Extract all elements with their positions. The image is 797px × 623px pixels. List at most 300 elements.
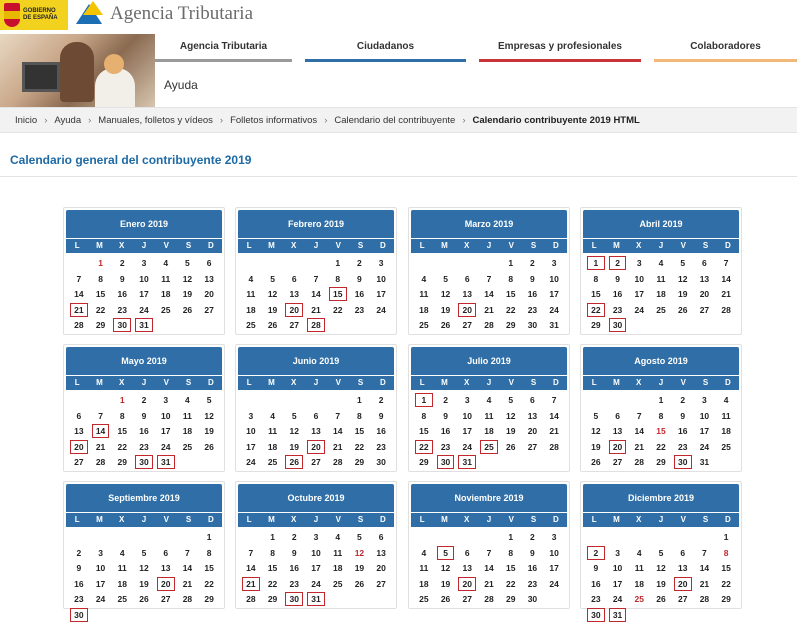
weekday-label: M — [441, 515, 448, 524]
weekday-label: L — [419, 515, 425, 524]
calendar-day: 23 — [440, 441, 451, 452]
deadline-day[interactable]: 30 — [587, 608, 605, 622]
calendar-day: 3 — [636, 258, 642, 268]
nav-agencia-tributaria[interactable]: Agencia Tributaria — [155, 34, 292, 62]
calendar-day: 27 — [462, 320, 473, 331]
calendar-day: 1 — [508, 258, 514, 268]
calendar-day: 20 — [527, 426, 538, 437]
calendar-day: 29 — [721, 594, 731, 605]
calendar-day: 13 — [74, 426, 84, 437]
calendar-day: 4 — [270, 410, 275, 421]
month-title: Febrero 2019 — [238, 210, 394, 238]
calendar-day: 25 — [246, 320, 256, 331]
calendar-day: 9 — [530, 547, 535, 558]
calendar-day: 14 — [311, 289, 321, 300]
weekday-header — [238, 376, 394, 390]
calendar-day: 4 — [163, 258, 169, 268]
calendar-day: 25 — [721, 441, 731, 452]
gobierno-logo[interactable] — [0, 0, 68, 30]
deadline-day[interactable]: 1 — [415, 393, 433, 407]
deadline-day[interactable]: 21 — [70, 303, 88, 317]
weekday-label: V — [335, 378, 341, 387]
calendar-day: 1 — [508, 532, 514, 542]
weekday-label: J — [658, 378, 664, 387]
deadline-day[interactable]: 28 — [307, 318, 325, 332]
agencia-tributaria-logo[interactable] — [74, 0, 253, 28]
weekday-label: S — [530, 515, 537, 524]
month-calendar — [235, 207, 397, 335]
deadline-day[interactable]: 2 — [587, 546, 605, 560]
weekday-label: X — [464, 378, 470, 387]
month-calendar — [408, 481, 570, 609]
deadline-day[interactable]: 31 — [458, 455, 476, 469]
holiday-day: 25 — [634, 594, 645, 605]
deadline-day[interactable]: 15 — [329, 287, 347, 301]
calendar-day: 28 — [246, 594, 256, 605]
calendar-day: 10 — [95, 563, 106, 574]
calendar-day: 12 — [182, 273, 193, 284]
deadline-day[interactable]: 20 — [157, 577, 175, 591]
breadcrumb-manuales[interactable]: Manuales, folletos y vídeos — [98, 114, 213, 126]
deadline-day[interactable]: 30 — [437, 455, 455, 469]
calendar-day: 6 — [530, 395, 535, 405]
calendar-day: 6 — [615, 410, 620, 421]
nav-colaboradores[interactable]: Colaboradores — [654, 34, 797, 62]
days-grid — [68, 255, 220, 333]
calendar-day: 28 — [721, 304, 731, 315]
calendar-day: 24 — [549, 578, 559, 589]
empty-cell — [285, 393, 303, 407]
breadcrumb-separator: › — [219, 114, 224, 126]
calendar-day: 1 — [658, 395, 664, 405]
calendar-day: 27 — [612, 457, 623, 468]
deadline-day[interactable]: 30 — [609, 318, 627, 332]
calendar-day: 25 — [267, 457, 278, 468]
days-grid — [68, 529, 220, 623]
calendar-day: 13 — [527, 410, 538, 421]
calendar-day: 16 — [117, 289, 128, 300]
calendar-day: 15 — [267, 563, 278, 574]
calendar-day: 10 — [139, 273, 149, 284]
weekday-label: M — [613, 515, 620, 524]
calendar-day: 28 — [74, 320, 84, 331]
calendar-day: 5 — [206, 395, 212, 405]
calendar-day: 16 — [440, 426, 451, 437]
deadline-day[interactable]: 26 — [285, 455, 303, 469]
calendar-day: 23 — [117, 304, 128, 315]
calendar-day: 6 — [464, 547, 470, 558]
deadline-day[interactable]: 31 — [307, 592, 325, 606]
calendar-day: 2 — [357, 258, 362, 268]
month-title: Junio 2019 — [238, 347, 394, 375]
holiday-day: 15 — [656, 426, 666, 437]
days-grid — [240, 529, 392, 607]
days-grid — [585, 392, 737, 470]
calendar-day: 21 — [484, 304, 494, 315]
month-calendar — [580, 481, 742, 620]
calendar-day: 4 — [335, 532, 341, 542]
calendar-day: 4 — [723, 395, 729, 405]
calendar-day: 8 — [357, 410, 362, 421]
empty-cell — [135, 530, 153, 544]
calendar-day: 3 — [313, 532, 319, 542]
calendar-day: 11 — [634, 563, 644, 574]
empty-cell — [307, 256, 325, 270]
calendar-day: 15 — [505, 289, 516, 300]
calendar-day: 8 — [508, 547, 514, 558]
weekday-label: X — [119, 378, 125, 387]
weekday-label: S — [357, 378, 364, 387]
weekday-label: S — [185, 241, 192, 250]
days-grid — [413, 529, 565, 607]
calendar-day: 17 — [634, 289, 645, 300]
nav-underline — [305, 59, 466, 62]
calendar-day: 22 — [204, 578, 214, 589]
calendar-day: 28 — [549, 441, 559, 452]
deadline-day[interactable]: 20 — [285, 303, 303, 317]
breadcrumb-inicio[interactable]: Inicio — [15, 114, 38, 126]
calendar-day: 18 — [634, 578, 645, 589]
calendar-day: 10 — [462, 410, 473, 421]
calendar-day: 11 — [268, 426, 278, 437]
empty-cell — [92, 530, 110, 544]
deadline-day[interactable]: 30 — [285, 592, 303, 606]
deadline-day[interactable]: 20 — [70, 440, 88, 454]
calendar-day: 15 — [204, 563, 214, 574]
calendar-day: 24 — [311, 578, 321, 589]
calendar-day: 13 — [462, 289, 473, 300]
calendar-day: 3 — [248, 410, 254, 421]
calendar-day: 5 — [443, 273, 448, 284]
calendar-day: 26 — [440, 594, 451, 605]
calendar-day: 2 — [443, 395, 448, 405]
weekday-label: J — [141, 241, 147, 250]
calendar-day: 18 — [419, 304, 429, 315]
empty-cell — [437, 530, 455, 544]
deadline-day[interactable]: 22 — [415, 440, 433, 454]
calendar-day: 24 — [549, 304, 559, 315]
weekday-header — [583, 376, 739, 390]
nav-underline — [654, 59, 797, 62]
deadline-day[interactable]: 21 — [242, 577, 260, 591]
calendar-day: 11 — [656, 273, 666, 284]
empty-cell — [415, 256, 433, 270]
weekday-label: V — [163, 378, 169, 387]
top-header — [0, 0, 797, 34]
breadcrumb-calendario[interactable]: Calendario del contribuyente — [334, 114, 456, 126]
calendar-day: 28 — [332, 457, 343, 468]
calendar-day: 11 — [182, 410, 192, 421]
calendar-day: 11 — [484, 410, 494, 421]
calendar-day: 7 — [98, 410, 103, 421]
calendar-day: 19 — [354, 563, 365, 574]
calendar-day: 6 — [206, 258, 212, 268]
calendar-day: 5 — [357, 532, 362, 542]
calendar-day: 19 — [289, 441, 300, 452]
calendar-day: 16 — [591, 578, 601, 589]
calendar-day: 17 — [549, 563, 559, 574]
calendar-day: 2 — [141, 395, 147, 405]
deadline-day[interactable]: 5 — [437, 546, 455, 560]
calendar-day: 2 — [530, 258, 535, 268]
calendar-day: 26 — [677, 304, 688, 315]
calendar-day: 3 — [163, 395, 169, 405]
calendar-day: 15 — [721, 563, 731, 574]
deadline-day[interactable]: 25 — [480, 440, 498, 454]
empty-cell — [674, 530, 692, 544]
calendar-day: 14 — [182, 563, 193, 574]
empty-cell — [264, 256, 282, 270]
weekday-label: J — [141, 515, 147, 524]
calendar-day: 14 — [74, 289, 84, 300]
calendar-day: 7 — [636, 410, 642, 421]
weekday-label: V — [508, 241, 514, 250]
nav-band — [155, 62, 797, 110]
calendar-day: 26 — [182, 304, 193, 315]
calendar-day: 17 — [699, 426, 710, 437]
calendar-day: 26 — [591, 457, 601, 468]
calendar-day: 9 — [593, 563, 599, 574]
calendar-day: 15 — [95, 289, 106, 300]
month-calendar — [580, 207, 742, 335]
calendar-day: 19 — [677, 289, 688, 300]
deadline-day[interactable]: 20 — [458, 303, 476, 317]
weekday-header — [411, 513, 567, 527]
weekday-label: X — [464, 241, 470, 250]
calendar-day: 25 — [419, 594, 429, 605]
calendar-day: 28 — [699, 594, 710, 605]
calendar-day: 10 — [311, 547, 321, 558]
nav-underline — [479, 59, 641, 62]
deadline-day[interactable]: 20 — [674, 577, 692, 591]
breadcrumb — [0, 107, 797, 133]
calendar-day: 7 — [185, 547, 190, 558]
deadline-day[interactable]: 31 — [609, 608, 627, 622]
month-calendar — [235, 481, 397, 609]
deadline-day[interactable]: 30 — [113, 318, 131, 332]
calendar-day: 28 — [95, 457, 106, 468]
weekday-label: J — [486, 515, 492, 524]
weekday-header — [66, 513, 222, 527]
calendar-day: 16 — [527, 563, 538, 574]
calendar-day: 29 — [505, 594, 516, 605]
calendar-day: 9 — [357, 273, 362, 284]
calendar-day: 10 — [549, 547, 559, 558]
calendar-day: 30 — [527, 594, 538, 605]
empty-cell — [70, 256, 88, 270]
nav-ciudadanos[interactable]: Ciudadanos — [305, 34, 466, 62]
empty-cell — [458, 256, 476, 270]
deadline-day[interactable]: 30 — [674, 455, 692, 469]
days-grid — [240, 255, 392, 333]
calendar-day: 31 — [549, 320, 559, 331]
calendar-day: 23 — [74, 594, 84, 605]
deadline-day[interactable]: 31 — [157, 455, 175, 469]
calendar-day: 10 — [612, 563, 623, 574]
weekday-label: M — [268, 378, 275, 387]
calendar-day: 14 — [634, 426, 645, 437]
calendar-day: 26 — [505, 441, 516, 452]
deadline-day[interactable]: 30 — [135, 455, 153, 469]
divider — [0, 176, 797, 177]
weekday-label: L — [246, 515, 252, 524]
weekday-label: X — [464, 515, 470, 524]
calendar-day: 19 — [440, 578, 451, 589]
weekday-label: V — [680, 241, 686, 250]
calendar-day: 29 — [95, 320, 106, 331]
calendar-day: 4 — [185, 395, 190, 405]
weekday-label: X — [291, 515, 297, 524]
calendar-day: 17 — [160, 426, 171, 437]
weekday-label: L — [74, 241, 80, 250]
calendar-day: 13 — [612, 426, 623, 437]
weekday-label: S — [702, 241, 709, 250]
empty-cell — [587, 393, 605, 407]
calendar-day: 21 — [311, 304, 321, 315]
weekday-label: L — [74, 515, 80, 524]
empty-cell — [630, 530, 648, 544]
deadline-day[interactable]: 2 — [609, 256, 627, 270]
calendar-day: 3 — [615, 547, 620, 558]
deadline-day[interactable]: 20 — [609, 440, 627, 454]
calendar-day: 24 — [699, 441, 710, 452]
calendar-day: 6 — [163, 547, 169, 558]
main-nav — [155, 34, 797, 62]
month-title: Noviembre 2019 — [411, 484, 567, 512]
breadcrumb-folletos[interactable]: Folletos informativos — [230, 114, 318, 126]
calendar-day: 26 — [267, 320, 278, 331]
weekday-label: D — [724, 378, 731, 387]
calendar-day: 7 — [486, 273, 492, 284]
calendar-day: 26 — [139, 594, 149, 605]
calendar-day: 2 — [291, 532, 297, 542]
calendar-day: 13 — [311, 426, 321, 437]
weekday-label: M — [96, 241, 103, 250]
empty-cell — [179, 530, 197, 544]
calendar-day: 5 — [593, 410, 599, 421]
calendar-day: 2 — [680, 395, 686, 405]
calendar-day: 8 — [335, 273, 341, 284]
empty-cell — [113, 530, 131, 544]
deadline-day[interactable]: 20 — [307, 440, 325, 454]
calendar-day: 1 — [270, 532, 275, 542]
calendar-day: 4 — [119, 547, 125, 558]
weekday-label: D — [379, 515, 386, 524]
deadline-day[interactable]: 14 — [92, 424, 110, 438]
calendar-day: 5 — [141, 547, 147, 558]
empty-cell — [480, 256, 498, 270]
calendar-day: 21 — [95, 441, 106, 452]
calendar-day: 5 — [291, 410, 297, 421]
calendar-day: 25 — [160, 304, 171, 315]
weekday-label: V — [680, 515, 686, 524]
month-title: Mayo 2019 — [66, 347, 222, 375]
calendar-day: 23 — [612, 304, 623, 315]
weekday-header — [411, 376, 567, 390]
calendar-day: 16 — [139, 426, 149, 437]
breadcrumb-current: Calendario contribuyente 2019 HTML — [472, 114, 640, 126]
month-title: Abril 2019 — [583, 210, 739, 238]
weekday-label: D — [207, 515, 214, 524]
calendar-day: 12 — [440, 289, 451, 300]
month-calendar — [63, 207, 225, 335]
month-calendar — [63, 344, 225, 472]
weekday-header — [583, 239, 739, 253]
calendar-day: 18 — [332, 563, 343, 574]
calendar-day: 17 — [139, 289, 149, 300]
calendar-day: 21 — [721, 289, 731, 300]
deadline-day[interactable]: 20 — [458, 577, 476, 591]
calendar-day: 8 — [593, 273, 599, 284]
calendar-day: 3 — [98, 547, 103, 558]
weekday-label: D — [552, 378, 559, 387]
calendar-day: 24 — [462, 441, 473, 452]
calendar-day: 17 — [462, 426, 473, 437]
month-calendar — [580, 344, 742, 472]
breadcrumb-separator: › — [88, 114, 92, 126]
calendar-day: 15 — [117, 426, 128, 437]
calendar-day: 7 — [313, 273, 319, 284]
calendar-day: 22 — [354, 441, 365, 452]
calendar-day: 18 — [656, 289, 666, 300]
weekday-header — [66, 239, 222, 253]
days-grid — [413, 392, 565, 470]
calendar-day: 17 — [95, 578, 106, 589]
calendar-day: 1 — [357, 395, 362, 405]
calendar-day: 20 — [376, 563, 386, 574]
calendar-day: 29 — [505, 320, 516, 331]
calendar-day: 18 — [267, 441, 278, 452]
calendar-day: 13 — [462, 563, 473, 574]
breadcrumb-ayuda[interactable]: Ayuda — [54, 114, 82, 126]
holiday-day: 12 — [354, 547, 365, 558]
calendar-day: 12 — [677, 273, 688, 284]
calendar-day: 3 — [702, 395, 707, 405]
calendar-day: 27 — [74, 457, 84, 468]
calendar-day: 21 — [484, 578, 494, 589]
calendar-day: 4 — [248, 273, 254, 284]
calendar-day: 6 — [291, 273, 297, 284]
calendar-day: 8 — [421, 410, 427, 421]
weekday-label: X — [291, 241, 297, 250]
deadline-day[interactable]: 31 — [135, 318, 153, 332]
breadcrumb-separator: › — [462, 114, 466, 126]
calendar-day: 27 — [311, 457, 321, 468]
deadline-day[interactable]: 1 — [587, 256, 605, 270]
calendar-day: 15 — [419, 426, 429, 437]
weekday-label: M — [96, 515, 103, 524]
calendar-day: 14 — [484, 563, 494, 574]
calendar-day: 2 — [530, 532, 535, 542]
month-title: Julio 2019 — [411, 347, 567, 375]
month-calendar — [408, 207, 570, 335]
weekday-label: V — [335, 241, 341, 250]
calendar-day: 9 — [378, 410, 384, 421]
deadline-day[interactable]: 22 — [587, 303, 605, 317]
calendar-day: 4 — [658, 258, 664, 268]
weekday-label: D — [552, 515, 559, 524]
calendar-day: 5 — [658, 547, 664, 558]
weekday-label: X — [636, 515, 642, 524]
calendar-day: 11 — [246, 289, 256, 300]
calendar-day: 11 — [419, 563, 429, 574]
calendar-day: 30 — [376, 457, 386, 468]
calendar-day: 18 — [160, 289, 171, 300]
deadline-day[interactable]: 30 — [70, 608, 88, 622]
nav-empresas-y-profesionales[interactable]: Empresas y profesionales — [479, 34, 641, 62]
weekday-header — [583, 513, 739, 527]
month-title: Enero 2019 — [66, 210, 222, 238]
